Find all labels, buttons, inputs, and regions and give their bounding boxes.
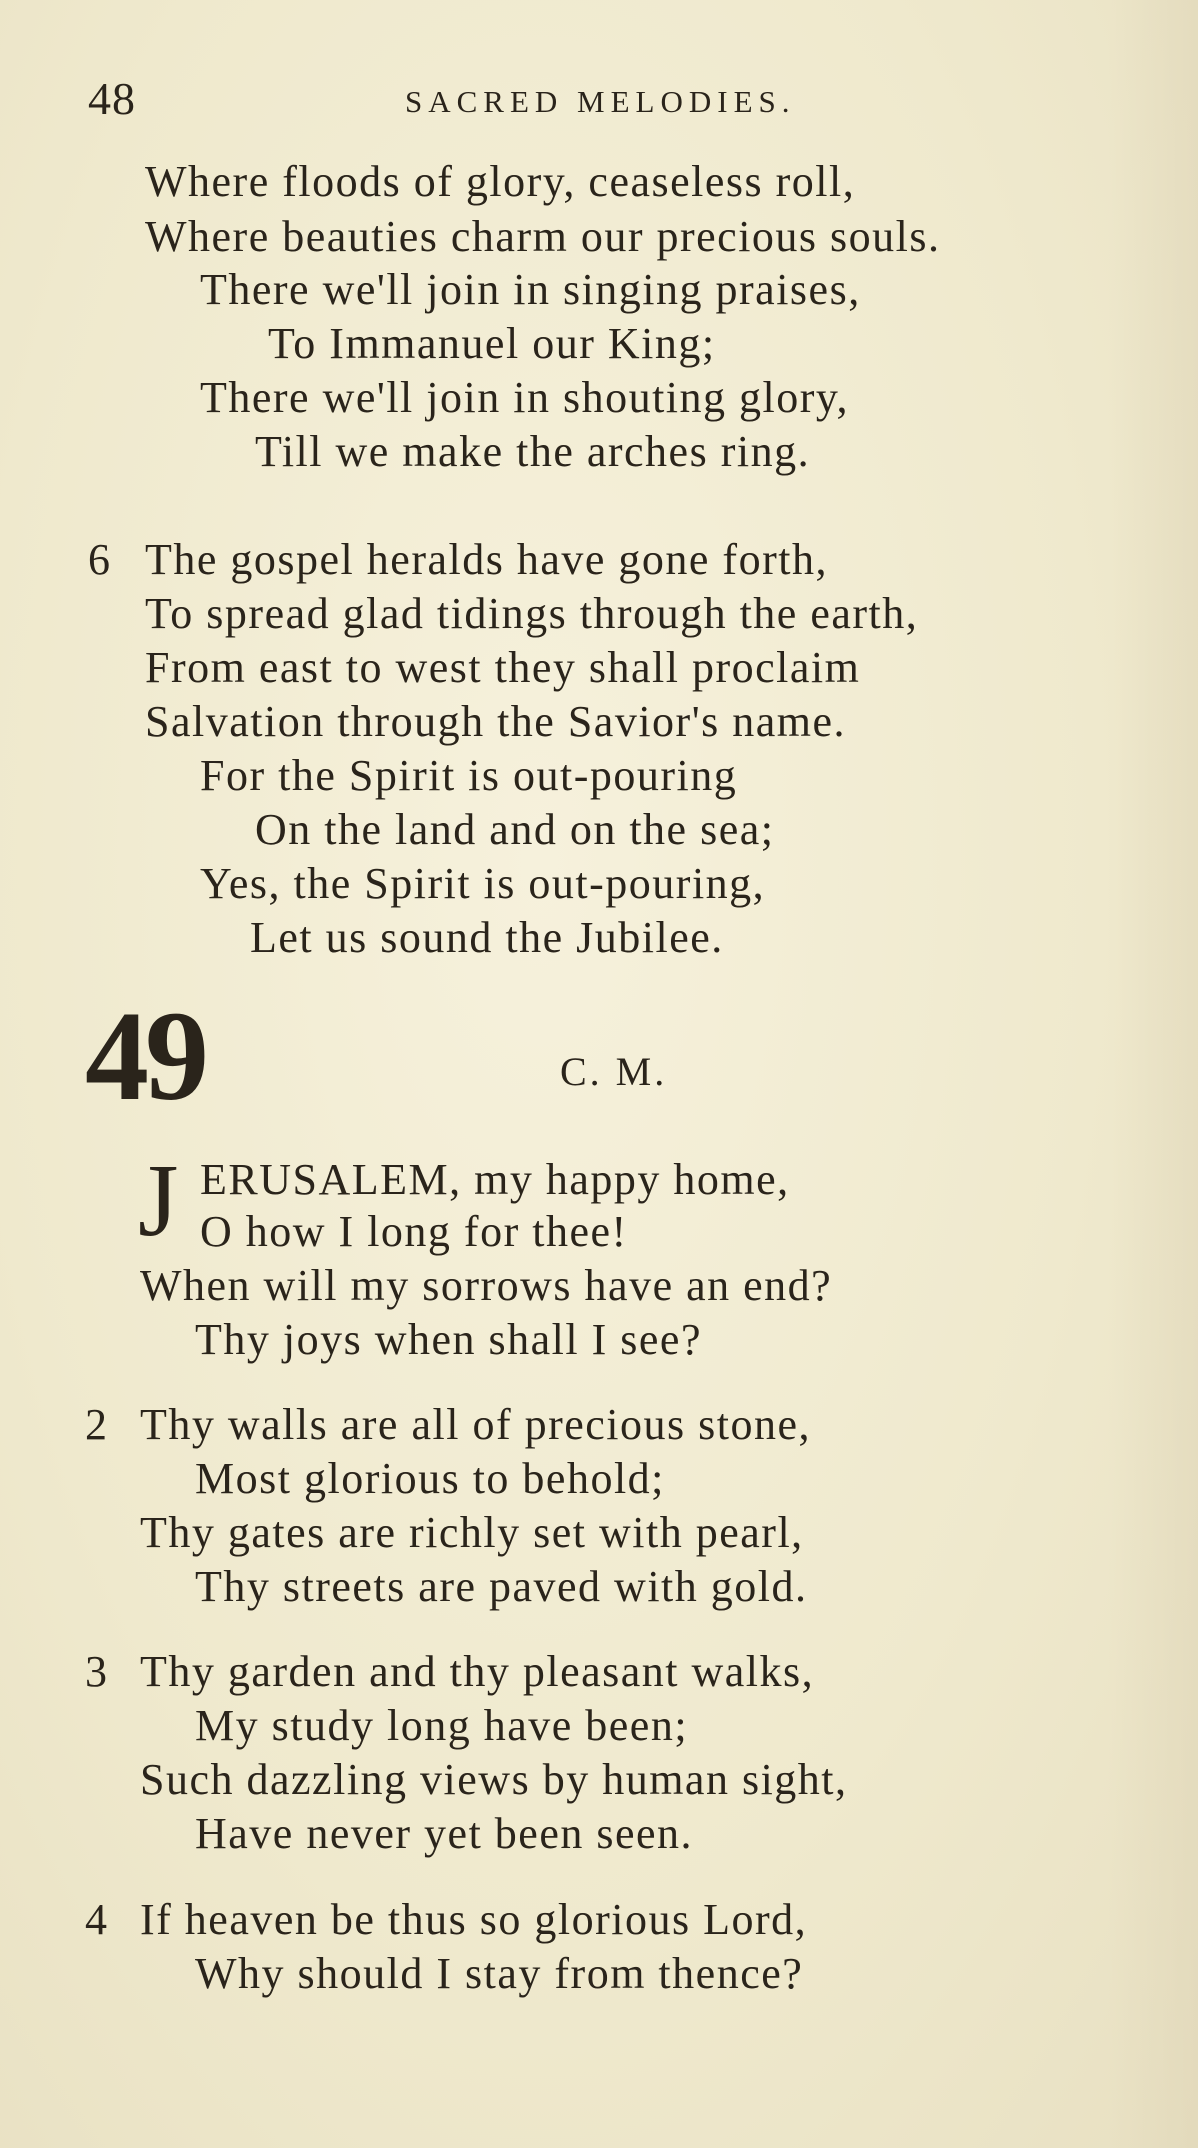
hymn-line: Salvation through the Savior's name. <box>145 697 847 746</box>
hymn-meter: C. M. <box>560 1049 668 1094</box>
verse-number: 3 <box>85 1647 107 1696</box>
hymn-line: Thy joys when shall I see? <box>195 1315 702 1364</box>
hymn-line: Most glorious to behold; <box>195 1454 665 1503</box>
hymn-line: Why should I stay from thence? <box>195 1949 804 1998</box>
hymn-line: Let us sound the Jubilee. <box>250 913 724 962</box>
hymn-line: Thy garden and thy pleasant walks, <box>140 1647 815 1696</box>
hymn-line: On the land and on the sea; <box>255 805 775 854</box>
hymn-number: 49 <box>85 985 205 1127</box>
hymn-line: There we'll join in shouting glory, <box>200 373 850 422</box>
verse-number: 4 <box>85 1895 107 1944</box>
page-edge-shadow <box>1108 0 1198 2148</box>
verse-number: 2 <box>85 1400 107 1449</box>
hymn-line: Thy walls are all of precious stone, <box>140 1400 812 1449</box>
hymn-line: Such dazzling views by human sight, <box>140 1755 848 1804</box>
hymn-line: There we'll join in singing praises, <box>200 265 861 314</box>
hymn-line: My study long have been; <box>195 1701 689 1750</box>
hymn-line: ERUSALEM, my happy home, <box>200 1155 790 1204</box>
hymn-line: To spread glad tidings through the earth, <box>145 589 919 638</box>
hymn-line: Where beauties charm our precious souls. <box>145 212 941 261</box>
hymn-line: Thy gates are richly set with pearl, <box>140 1508 804 1557</box>
hymn-line: Thy streets are paved with gold. <box>195 1562 808 1611</box>
hymn-line: When will my sorrows have an end? <box>140 1261 833 1310</box>
verse-number: 6 <box>88 535 110 584</box>
hymn-line: O how I long for thee! <box>200 1207 628 1256</box>
running-title: SACRED MELODIES. <box>405 84 796 119</box>
page-number: 48 <box>88 73 136 124</box>
hymn-line: To Immanuel our King; <box>268 319 716 368</box>
hymn-line: Yes, the Spirit is out-pouring, <box>200 859 766 908</box>
hymn-line: Where floods of glory, ceaseless roll, <box>145 157 856 206</box>
hymn-line: If heaven be thus so glorious Lord, <box>140 1895 808 1944</box>
hymn-line: Till we make the arches ring. <box>255 427 811 476</box>
hymn-line: From east to west they shall proclaim <box>145 643 861 692</box>
hymn-line: Have never yet been seen. <box>195 1809 694 1858</box>
running-head <box>0 72 1198 132</box>
drop-cap: J <box>138 1143 179 1258</box>
hymn-line: The gospel heralds have gone forth, <box>145 535 828 584</box>
hymn-line: For the Spirit is out-pouring <box>200 751 738 800</box>
